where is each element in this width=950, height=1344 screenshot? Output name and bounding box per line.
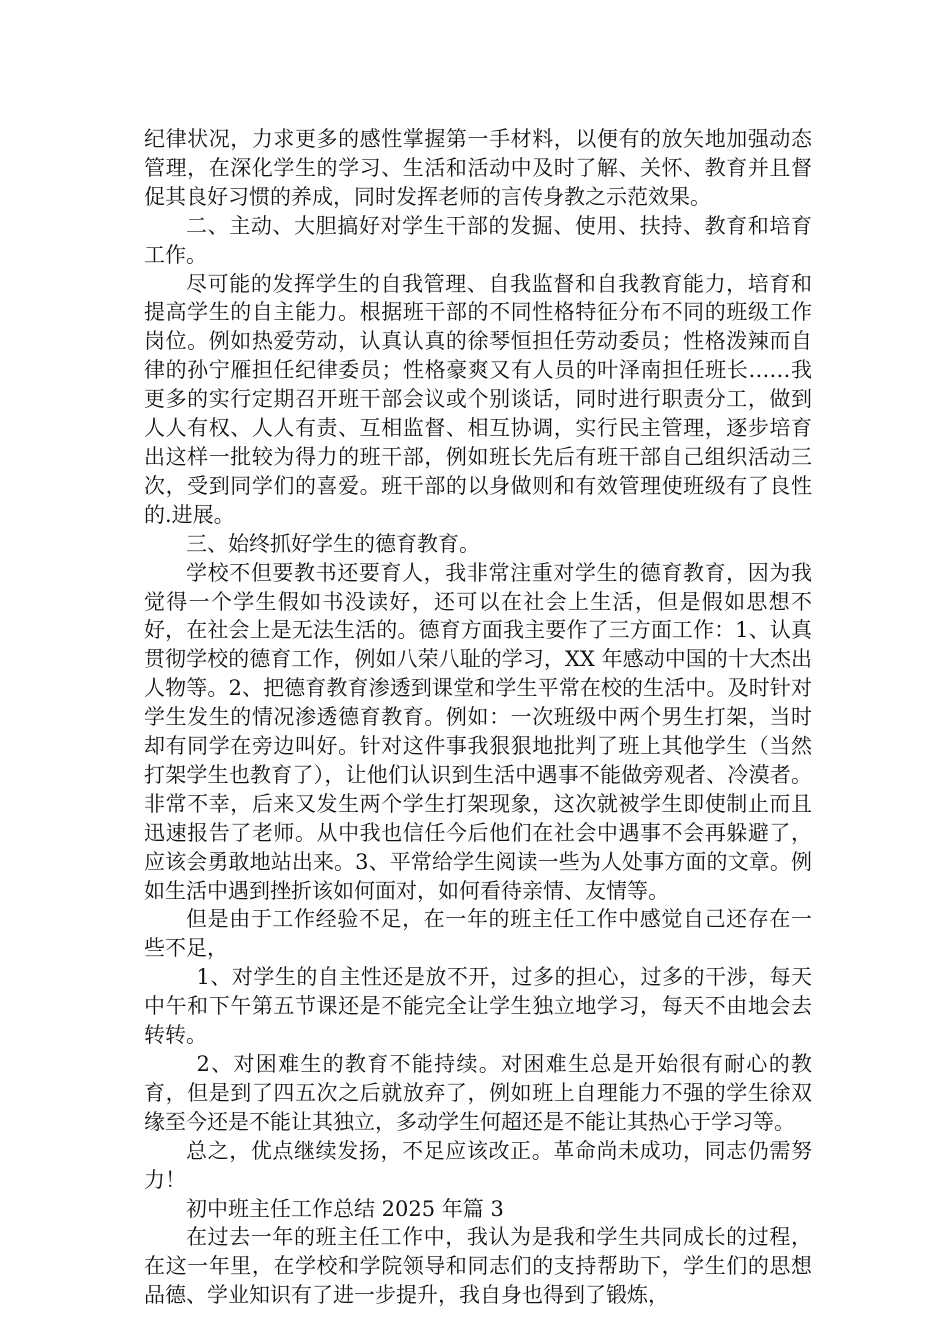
paragraph-shortcomings-intro: 但是由于工作经验不足，在一年的班主任工作中感觉自己还存在一些不足， [144,907,812,961]
document-page [144,125,812,1310]
paragraph-shortcoming-1: 1、对学生的自主性还是放不开，过多的担心，过多的干涉，每天中午和下午第五节课还是不能完全让学生独立地学习，每天不由地会去转转。 [144,965,812,1048]
paragraph-discipline-status: 纪律状况，力求更多的感性掌握第一手材料，以便有的放矢地加强动态管理，在深化学生的学习、生活和活动中及时了解、关怀、教育并且督促其良好习惯的养成，同时发挥老师的言传身教之示范效果。 [144,127,812,209]
paragraph-conclusion: 总之，优点继续发扬，不足应该改正。革命尚未成功，同志仍需努力！ [144,1138,812,1192]
paragraph-student-cadres: 尽可能的发挥学生的自我管理、自我监督和自我教育能力，培育和提高学生的自主能力。根据班干部的不同性格特征分布不同的班级工作岗位。例如热爱劳动，认真认真的徐琴恒担任劳动委员；性格泼辣而自律的孙宁雁担任纪律委员；性格豪爽又有人员的叶泽南担任班长……我更多的实行定期召开班干部会议或个别谈话，同时进行职责分工，做到人人有权、人人有责、互相监督、相互协调，实行民主管理，逐步培育出这样一批较为得力的班干部，例如班长先后有班干部自己组织活动三次，受到同学们的喜爱。班干部的以身做则和有效管理使班级有了良性的.进展。 [144,271,812,527]
section-heading-student-cadres: 二、主动、大胆搞好对学生干部的发掘、使用、扶持、教育和培育工作。 [144,213,812,267]
section-heading-moral-education: 三、始终抓好学生的德育教育。 [186,531,480,556]
paragraph-shortcoming-2: 2、对困难生的教育不能持续。对困难生总是开始很有耐心的教育，但是到了四五次之后就放弃了，例如班上自理能力不强的学生徐双缘至今还是不能让其独立，多动学生何超还是不能让其热心于学习等。 [144,1052,812,1134]
article-title-part-3: 初中班主任工作总结 2025 年篇 3 [186,1196,504,1221]
paragraph-part-3-intro: 在过去一年的班主任工作中，我认为是我和学生共同成长的过程，在这一年里，在学校和学院领导和同志们的支持帮助下，学生们的思想品德、学业知识有了进一步提升，我自身也得到了锻炼， [144,1225,812,1308]
paragraph-moral-education: 学校不但要教书还要育人，我非常注重对学生的德育教育，因为我觉得一个学生假如书没读好，还可以在社会上生活，但是假如思想不好，在社会上是无法生活的。德育方面我主要作了三方面工作：1、认真贯彻学校的德育工作，例如八荣八耻的学习，XX 年感动中国的十大杰出人物等。2、把德育教育渗透到课堂和学生平常在校的生活中。及时针对学生发生的情况渗透德育教育。例如：一次班级中两个男生打架，当时却有同学在旁边叫好。针对这件事我狠狠地批判了班上其他学生（当然打架学生也教育了），让他们认识到生活中遇事不能做旁观者、冷漠者。非常不幸，后来又发生两个学生打架现象，这次就被学生即使制止而且迅速报告了老师。从中我也信任今后他们在社会中遇事不会再躲避了，应该会勇敢地站出来。3、平常给学生阅读一些为人处事方面的文章。例如生活中遇到挫折该如何面对，如何看待亲情、友情等。 [144,560,812,903]
